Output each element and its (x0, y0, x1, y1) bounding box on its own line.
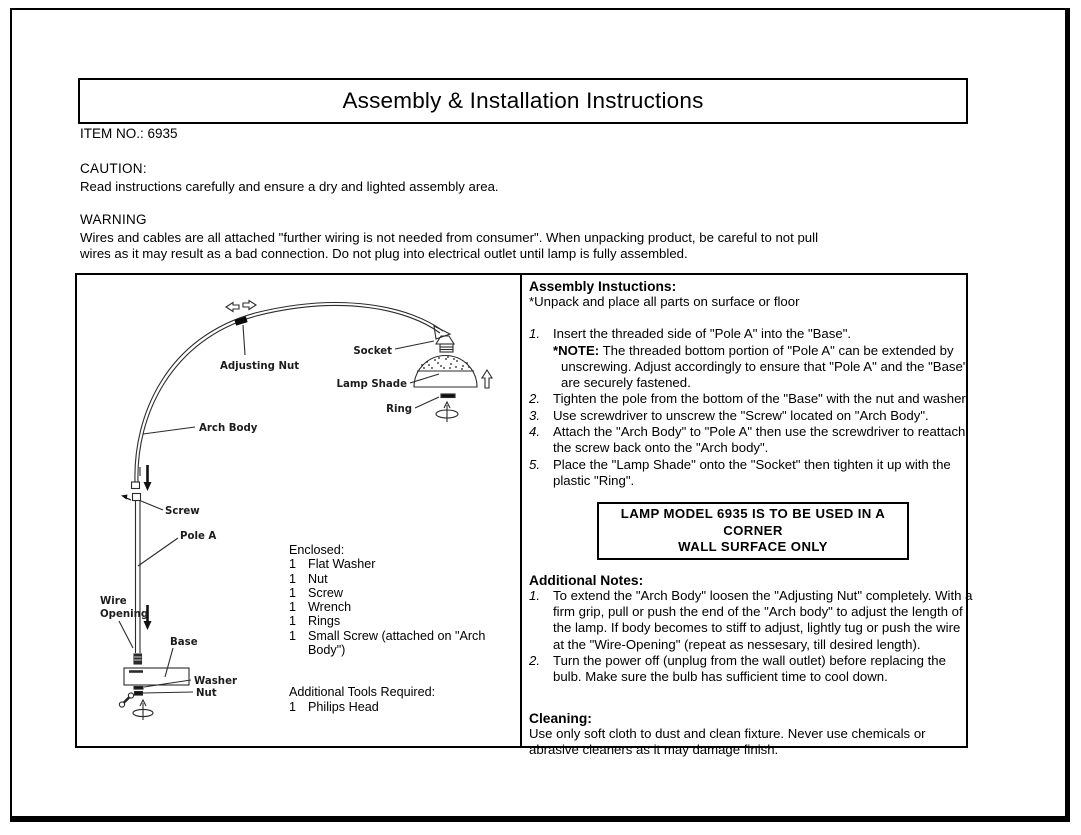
label-base: Base (170, 637, 198, 648)
socket-body (440, 344, 453, 352)
additional-note: 2. Turn the power off (unplug from the wall outlet) before replacing the bulb. Make sure the bulb has sufficient time to cool down. (529, 653, 973, 686)
pointer-lamp-shade (410, 374, 439, 383)
step-text: Insert the threaded side of "Pole A" into the "Base". (553, 326, 852, 342)
step-note: *NOTE: The threaded bottom portion of "Pole A" can be extended by unscrewing. Adjust accordingly to ensure that "Pole A" and the "Base" are securely fastened. (553, 342, 968, 391)
pointer-nut (143, 692, 193, 693)
nut-part (135, 692, 143, 696)
assembly-steps (529, 326, 973, 489)
assembly-step: 3. Use screwdriver to unscrew the "Screw" located on "Arch Body". (529, 408, 973, 424)
note-text: Turn the power off (unplug from the wall outlet) before replacing the bulb. Make sure the bulb has sufficient time to cool down. (553, 652, 946, 685)
pointer-socket (395, 341, 434, 349)
assembly-step: 2. Tighten the pole from the bottom of the "Base" with the nut and washer. (529, 391, 973, 407)
label-nut: Nut (196, 688, 217, 699)
pointer-adjusting-nut (243, 325, 245, 355)
corner-use-notice: LAMP MODEL 6935 IS TO BE USED IN A CORNER WALL SURFACE ONLY (597, 502, 909, 560)
enclosed-item: 1 Rings (289, 614, 341, 629)
label-wire: Wire (100, 596, 127, 607)
step-text: Use screwdriver to unscrew the "Screw" located on "Arch Body". (553, 407, 929, 423)
label-opening: Opening (100, 609, 149, 620)
enclosed-item: 1 Nut (289, 571, 328, 586)
tools-heading: Additional Tools Required: (289, 685, 436, 700)
pointer-base (165, 648, 173, 677)
title-box (78, 78, 968, 124)
label-pole-a: Pole A (180, 531, 217, 542)
instructions-column (520, 275, 981, 757)
tighten-arrow-icon (133, 700, 153, 720)
assembly-heading: Assembly Instuctions: (529, 279, 677, 294)
tools-item: 1 Philips Head (289, 699, 379, 714)
additional-note: 1. To extend the "Arch Body" loosen the "Adjusting Nut" completely. With a firm grip, pull or push the end of the "Arch body" to adjust the length of the lamp. If body becomes to stiff to adjust, lightly tug or push the wire at the "Wire-Opening" (repeat as nessesary, till desired length). (529, 587, 973, 652)
pointer-wire-opening (119, 621, 133, 648)
warning-heading: WARNING (80, 212, 147, 227)
enclosed-list (289, 543, 521, 714)
caution-heading: CAUTION: (80, 161, 147, 176)
label-lamp-shade: Lamp Shade (336, 379, 407, 390)
label-adjusting-nut: Adjusting Nut (220, 361, 300, 372)
pointer-pole-a (138, 538, 178, 566)
washer-part (134, 687, 143, 690)
arch-end-joint (132, 482, 140, 489)
wrench-icon (119, 693, 133, 707)
assembly-step: 5. Place the "Lamp Shade" onto the "Socket" then tighten it up with the plastic "Ring". (529, 457, 973, 490)
socket-tip (434, 326, 450, 339)
pointer-screw (141, 501, 163, 510)
lift-arrow-icon (482, 370, 492, 388)
ring-part (441, 394, 455, 398)
cleaning-heading: Cleaning: (529, 710, 592, 726)
pointer-washer (144, 680, 191, 687)
enclosed-item: 1 Wrench (289, 600, 352, 615)
additional-notes-list (529, 588, 973, 686)
label-arch-body: Arch Body (199, 423, 258, 434)
additional-notes-heading: Additional Notes: (529, 572, 644, 588)
screw-arrow-icon (121, 495, 131, 501)
cleaning-text: Use only soft cloth to dust and clean fixture. Never use chemicals or abrasive cleaners as it may damage finish. (529, 725, 926, 757)
step-text: Tighten the pole from the bottom of the "Base" with the nut and washer. (553, 391, 969, 407)
item-number: ITEM NO.: 6935 (80, 126, 178, 141)
rotate-arrow-icon (436, 402, 458, 422)
warning-text: Wires and cables are all attached "further wiring is not needed from consumer". When unpacking product, be careful to not pull wires as it may result as a bad connection. Do not plug into electrical outlet until lamp is fully assembled. (80, 230, 818, 262)
arch-body-curve-inner (138, 306, 440, 482)
enclosed-heading: Enclosed: (289, 543, 345, 557)
down-arrow-upper-icon (140, 465, 152, 491)
step-text: Attach the "Arch Body" to "Pole A" then use the screwdriver to reattach the screw back onto the "Arch body". (553, 424, 966, 456)
assembly-step: 4. Attach the "Arch Body" to "Pole A" then use the screwdriver to reattach the screw back onto the "Arch body". (529, 424, 973, 457)
step-text: Place the "Lamp Shade" onto the "Socket" then tighten it up with the plastic "Ring". (553, 456, 951, 488)
pointer-arch-body (143, 427, 195, 434)
shade-dots (421, 356, 470, 370)
pole-top-joint (133, 494, 141, 501)
note-text: To extend the "Arch Body" loosen the "Adjusting Nut" completely. With a firm grip, pull or push the end of the "Arch body" to adjust the length of the lamp. If body becomes to stiff to adjust, lightly tug or push the wire at the "Wire-Opening" (repeat as nessesary, till desired length). (553, 587, 973, 652)
caution-text: Read instructions carefully and ensure a dry and lighted assembly area. (80, 179, 499, 194)
pole-threaded-tip (134, 654, 142, 664)
label-screw: Screw (165, 506, 200, 517)
label-ring: Ring (386, 404, 412, 415)
page-title: Assembly & Installation Instructions (342, 88, 704, 113)
socket-cone (436, 336, 454, 344)
enclosed-item: 1 Flat Washer (289, 557, 376, 572)
enclosed-item: 1 Screw (289, 585, 343, 600)
label-washer: Washer (194, 676, 237, 687)
instructions-panel (75, 273, 973, 757)
enclosed-item: 1 Small Screw (attached on "Arch Body") (289, 628, 486, 658)
assembly-intro: *Unpack and place all parts on surface or floor (529, 294, 800, 309)
slide-arrows-icon (226, 301, 256, 312)
assembly-step: 1. Insert the threaded side of "Pole A" into the "Base". *NOTE: The threaded bottom portion of "Pole A" can be extended by unscrewing. Adjust accordingly to ensure that "Pole A" and the "Base" are securely fastened. (529, 326, 973, 391)
arch-body-curve (135, 303, 443, 482)
pointer-ring (415, 397, 439, 408)
label-socket: Socket (353, 346, 392, 357)
